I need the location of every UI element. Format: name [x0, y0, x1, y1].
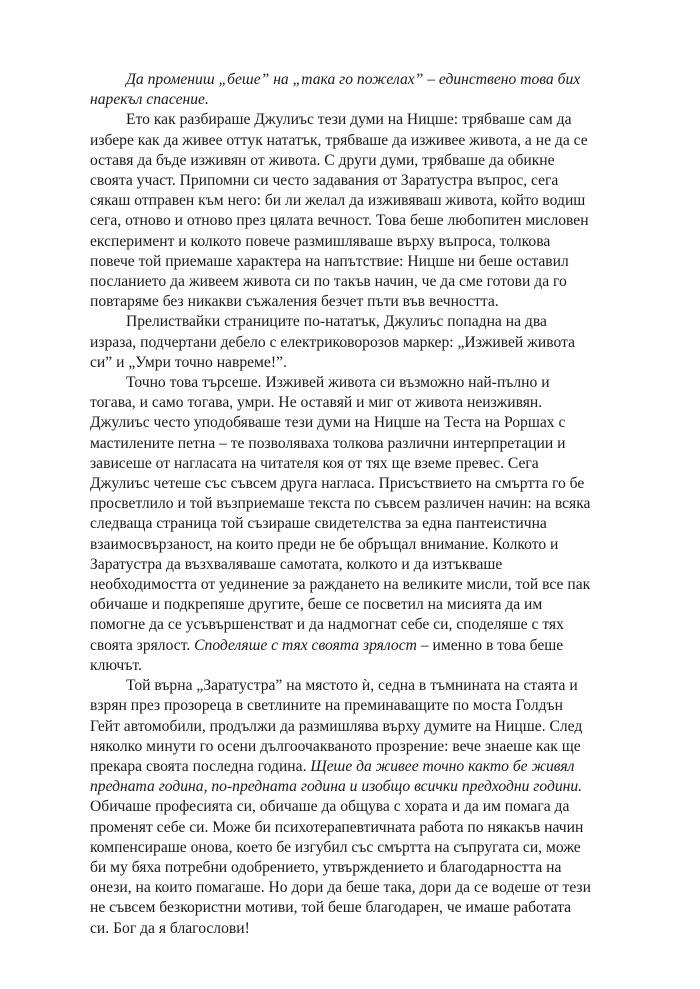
text-segment: избере как да живее оттук нататък, трябваше да изживее живота, а не да се	[90, 131, 588, 149]
text-segment: помогне да се усъвършенстват и да надмогнат себе си, споделяше с тях	[90, 616, 564, 634]
text-segment: сякаш отправен към него: би ли желал да изживяваш живота, който водиш	[90, 192, 586, 210]
text-segment: израза, подчертани дебело с електриковорозов маркер: „Изживей живота	[90, 333, 576, 351]
text-segment: Прелиствайки страниците по-нататък, Джулиъс попадна на два	[126, 313, 547, 331]
text-segment: необходимостта от уединение за раждането на великите мисли, той все пак	[90, 576, 591, 594]
paragraph-p1	[90, 70, 607, 110]
text-segment: прекара своята последна година.	[90, 757, 311, 775]
text-segment: Джулиъс често уподобяваше тези думи на Ницше на Теста на Роршах с	[90, 414, 566, 432]
text-segment: Заратустра да възхваляваше самотата, колкото и да изтъкваше	[90, 555, 503, 573]
text-segment: зависеше от нагласата на читателя коя от тях ще вземе превес. Сега	[90, 454, 539, 472]
text-segment: Споделяше с тях своята зрялост	[194, 636, 417, 654]
text-segment: Да промениш „беше” на „така го пожелах” – единствено това бих	[126, 71, 581, 88]
text-segment: сега, отново и отново през цялата вечност. Това беше любопитен мисловен	[90, 212, 589, 230]
text-segment: предната година, по-предната година и изобщо всички предходни години.	[90, 778, 583, 796]
text-segment: Джулиъс четеше със съвсем друга нагласа. Присъствието на смъртта го бе	[90, 475, 585, 493]
text-segment: своята зрялост.	[90, 636, 195, 654]
text-segment: следваща страница той съзираше свидетелства за една пантеистична	[90, 515, 547, 533]
text-segment: – именно в това беше	[416, 636, 564, 654]
text-segment: си. Бог да я благослови!	[90, 919, 250, 937]
text-segment: Щеше да живее точно както бе живял	[310, 757, 575, 775]
text-segment: не съвсем безкористни мотиви, той беше благодарен, че имаше работата	[90, 899, 572, 917]
text-segment: си” и „Умри точно навреме!”.	[90, 353, 287, 371]
text-segment: просветлило и той възприемаше текста по съвсем различен начин: на всяка	[90, 495, 591, 513]
text-segment: Ето как разбираше Джулиъс тези думи на Ницше: трябваше сам да	[126, 111, 572, 129]
text-segment: Той върна „Заратустра” на мястото ѝ, седна в тъмнината на стаята и	[126, 677, 578, 695]
text-segment: онези, на които помагаше. Но дори да беше така, дори да се водеше от тези	[90, 879, 591, 897]
paragraph-p5	[90, 676, 607, 939]
text-segment: оставя да бъде изживян от живота. С други думи, трябваше да обикне	[90, 151, 555, 169]
text-segment: би му бяха потребни одобрението, утвърждението и благодарността на	[90, 858, 562, 876]
text-segment: компенсираше онова, което бе изгубил със смъртта на съпругата си, може	[90, 838, 581, 856]
text-segment: Точно това търсеше. Изживей живота си възможно най-пълно и	[126, 374, 550, 392]
text-segment: повече той приемаше характера на напътствие: Ницше ни беше оставил	[90, 252, 569, 270]
text-segment: взаимосвързаност, на които преди не бе обръщал внимание. Колкото и	[90, 535, 559, 553]
text-segment: Гейт автомобили, продължи да размишлява върху думите на Ницше. След	[90, 717, 583, 735]
text-segment: нарекъл спасение.	[90, 91, 209, 109]
paragraph-p3	[90, 312, 607, 373]
text-segment: взрян през прозореца в светлините на преминаващите по моста Голдън	[90, 697, 563, 715]
document-text	[90, 70, 607, 939]
text-segment: своята участ. Припомни си често задавания от Заратустра въпрос, сега	[90, 172, 559, 190]
text-segment: няколко минути го осени дългоочакваното прозрение: вече знаеше как ще	[90, 737, 581, 755]
text-segment: посланието да живеем живота си по такъв начин, че да сме готови да го	[90, 273, 567, 291]
text-segment: обичаше и подкрепяше другите, беше се посветил на мисията да им	[90, 596, 543, 614]
paragraph-p2	[90, 110, 607, 312]
text-segment: ключът.	[90, 656, 142, 674]
text-segment: мастилените петна – те позволяваха толкова различни интерпретации и	[90, 434, 566, 452]
text-segment: тогава, и само тогава, умри. Не оставяй и миг от живота неизживян.	[90, 394, 543, 412]
text-segment: повтаряме без никакви съжаления безчет пъти във вечността.	[90, 293, 499, 311]
text-segment: експеримент и колкото повече размишляваше върху въпроса, толкова	[90, 232, 551, 250]
text-segment: Обичаше професията си, обичаше да общува с хората и да им помага да	[90, 798, 570, 816]
paragraph-p4	[90, 373, 607, 676]
text-segment: променят себе си. Може би психотерапевтичната работа по някакъв начин	[90, 818, 584, 836]
